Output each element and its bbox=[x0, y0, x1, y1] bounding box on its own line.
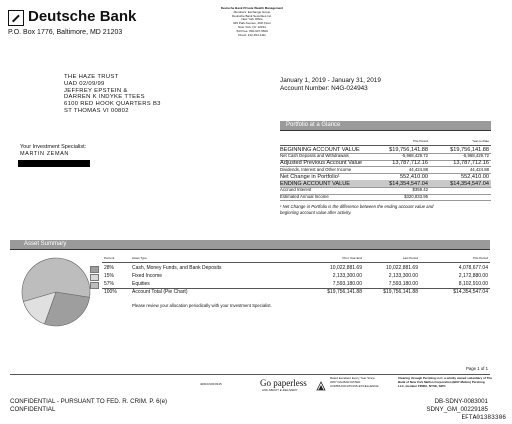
asset-row-last: 2,133,300.00 bbox=[388, 273, 418, 279]
footer-code: 4061KNOF0315 bbox=[200, 382, 222, 386]
asset-row-prior: $19,756,141.88 bbox=[327, 289, 362, 295]
bank-contact-block bbox=[214, 7, 290, 37]
portfolio-row-label: ENDING ACCOUNT VALUE bbox=[280, 180, 351, 187]
portfolio-row-label: BEGINNING ACCOUNT VALUE bbox=[280, 146, 360, 153]
bates-number-1: DB-SDNY-0083001 bbox=[434, 398, 488, 405]
asset-row-type: Equities bbox=[132, 281, 150, 287]
portfolio-row-period: $14,354,547.04 bbox=[389, 180, 428, 187]
bank-contact-line: New York Office bbox=[241, 17, 263, 22]
asset-summary-title: Asset Summary bbox=[24, 241, 67, 247]
portfolio-row-period: 13,787,712.16 bbox=[392, 160, 428, 167]
portfolio-row-ytd: 44,424.88 bbox=[469, 166, 489, 172]
portfolio-row-ytd: 552,410.00 bbox=[461, 173, 489, 180]
portfolio-row-period: 44,424.88 bbox=[408, 166, 428, 172]
recipient-line: DARREN K INDYKE TTEES bbox=[64, 94, 145, 101]
col-year-to-date: Year-to-Date bbox=[472, 139, 489, 143]
asset-row-type: Account Total (Pie Chart) bbox=[132, 289, 188, 295]
asset-row-last: 10,022,881.69 bbox=[386, 265, 418, 271]
recipient-line: ST THOMAS VI 00802 bbox=[64, 107, 129, 114]
specialist-label: Your Investment Specialist: bbox=[20, 144, 87, 150]
portfolio-row-period: 552,410.00 bbox=[400, 173, 428, 180]
asset-review-note: Please review your allocation periodically with your Investment Specialist. bbox=[132, 303, 272, 308]
asset-row-this: 4,078,677.04 bbox=[458, 265, 488, 271]
redaction-bar bbox=[18, 160, 90, 167]
asset-row-last: $19,756,141.88 bbox=[383, 289, 418, 295]
clearing-text: Clearing through Pershing LLC, a wholly owned subsidiary of The Bank of New York Mellon Corporation (BNY Mellon) Pershing LLC, member FINRA, NYSE, SIPC bbox=[398, 376, 493, 388]
deutsche-bank-logo-icon bbox=[8, 10, 24, 26]
portfolio-row-ytd: 13,787,712.16 bbox=[453, 160, 489, 167]
bates-number-3: EFTA01383306 bbox=[461, 414, 506, 421]
bank-contact-line: Deutsche Bank Securities Inc. bbox=[231, 13, 273, 18]
recipient-line: THE HAZE TRUST bbox=[64, 74, 119, 80]
portfolio-row-period: $320,833.95 bbox=[404, 194, 428, 200]
asset-row-percent: 15% bbox=[104, 273, 115, 279]
bank-contact-line: Direct: 212-454-1111 bbox=[238, 32, 266, 37]
recipient-address bbox=[64, 74, 161, 115]
portfolio-row-label: Net Change in Portfolio¹ bbox=[280, 173, 340, 180]
statement-period bbox=[280, 77, 381, 93]
asset-table-top-rule bbox=[102, 262, 490, 263]
recipient-line: JEFFREY EPSTEIN & bbox=[64, 87, 128, 94]
recipient-line: UAD 02/09/99 bbox=[64, 80, 105, 87]
portfolio-footnote-2: beginning account value after activity. bbox=[280, 210, 352, 215]
portfolio-row-label: Net Cash Deposits and Withdrawals bbox=[280, 153, 349, 159]
asset-row-this: 8,102,910.00 bbox=[458, 281, 488, 287]
portfolio-header-rule bbox=[280, 130, 491, 131]
asset-row-prior: 7,593,180.00 bbox=[332, 281, 362, 287]
bank-contact-line: New York, NY 10154 bbox=[238, 24, 266, 29]
portfolio-row-ytd: $19,756,141.88 bbox=[450, 146, 489, 153]
page-number: Page 1 of 1 bbox=[466, 366, 488, 371]
asset-row-prior: 10,022,881.69 bbox=[330, 265, 362, 271]
portfolio-row-label: Dividends, Interest and Other Income bbox=[280, 166, 352, 172]
period-range: January 1, 2019 - January 31, 2019 bbox=[280, 77, 381, 84]
asset-legend-swatch bbox=[90, 282, 99, 289]
asset-row-type: Fixed Income bbox=[132, 273, 163, 279]
asset-col-type: Asset Type bbox=[132, 256, 147, 260]
asset-row-last: 7,593,180.00 bbox=[388, 281, 418, 287]
account-number: Account Number: N4G-024943 bbox=[280, 85, 368, 92]
award-badge-icon bbox=[316, 378, 326, 388]
bank-contact-line: Toll Free: 800-937-5600 bbox=[236, 28, 268, 33]
specialist-name: MARTIN ZEMAN bbox=[20, 150, 69, 157]
asset-col-percent: Percent bbox=[104, 256, 115, 260]
asset-row-this: $14,354,547.04 bbox=[453, 289, 488, 295]
portfolio-row-period: -5,968,429.72 bbox=[401, 153, 428, 159]
go-paperless-logo: Go paperless bbox=[260, 378, 307, 388]
bank-contact-line: Members: Exchange Group bbox=[233, 9, 271, 14]
bank-name: Deutsche Bank bbox=[28, 8, 137, 25]
portfolio-row-label: Estimated Annual Income bbox=[280, 194, 329, 200]
asset-row-type: Cash, Money Funds, and Bank Deposits bbox=[132, 265, 222, 271]
go-paperless-subtitle: ASK ABOUT E-DELIVERY bbox=[262, 388, 298, 392]
asset-pie-chart bbox=[20, 256, 92, 328]
asset-row-prior: 2,133,300.00 bbox=[332, 273, 362, 279]
award-text: Rated Excellent Every Year Since 2007 DALBAR RATED COMMUNICATIONS EXCELLENCE bbox=[330, 376, 379, 388]
portfolio-section-header bbox=[280, 121, 491, 130]
asset-col-last: Last Period bbox=[402, 256, 418, 260]
portfolio-row-period: $359.42 bbox=[412, 187, 428, 193]
col-this-period: This Period bbox=[412, 139, 428, 143]
confidential-line-1: CONFIDENTIAL - PURSUANT TO FED. R. CRIM. P. 6(e) bbox=[10, 398, 168, 405]
asset-header-rule bbox=[10, 249, 490, 250]
investment-specialist bbox=[20, 144, 86, 157]
asset-row-this: 2,172,880.00 bbox=[458, 273, 488, 279]
footer-rule bbox=[10, 374, 490, 375]
asset-row-percent: 100% bbox=[104, 289, 117, 295]
portfolio-row-label: Accrued Interest bbox=[280, 187, 312, 193]
portfolio-row-ytd: -5,968,429.72 bbox=[462, 153, 489, 159]
portfolio-row-label: Adjusted Previous Account Value bbox=[280, 160, 362, 167]
asset-row-percent: 57% bbox=[104, 281, 115, 287]
asset-col-this: This Period bbox=[472, 256, 488, 260]
bank-address: P.O. Box 1776, Baltimore, MD 21203 bbox=[8, 29, 123, 36]
portfolio-table-top-rule bbox=[280, 145, 491, 146]
asset-legend-swatch bbox=[90, 274, 99, 281]
confidential-line-2: CONFIDENTIAL bbox=[10, 406, 56, 413]
bates-number-2: SDNY_GM_00229185 bbox=[426, 406, 488, 413]
bank-contact-line: 345 Park Avenue, 26th Floor bbox=[233, 21, 271, 26]
portfolio-footnote-1: ¹ Net Change in Portfolio is the difference between the ending account value and bbox=[280, 204, 434, 209]
asset-row-percent: 28% bbox=[104, 265, 115, 271]
asset-summary-header bbox=[10, 240, 490, 249]
portfolio-row-period: $19,756,141.88 bbox=[389, 146, 428, 153]
portfolio-row-ytd: $14,354,547.04 bbox=[450, 180, 489, 187]
bank-contact-line: Deutsche Bank Private Wealth Management bbox=[220, 6, 284, 10]
asset-legend-swatch bbox=[90, 266, 99, 273]
portfolio-title: Portfolio at a Glance bbox=[286, 122, 341, 128]
asset-col-prior: Prior Year-End bbox=[342, 256, 362, 260]
recipient-line: 6100 RED HOOK QUARTERS B3 bbox=[64, 101, 161, 108]
